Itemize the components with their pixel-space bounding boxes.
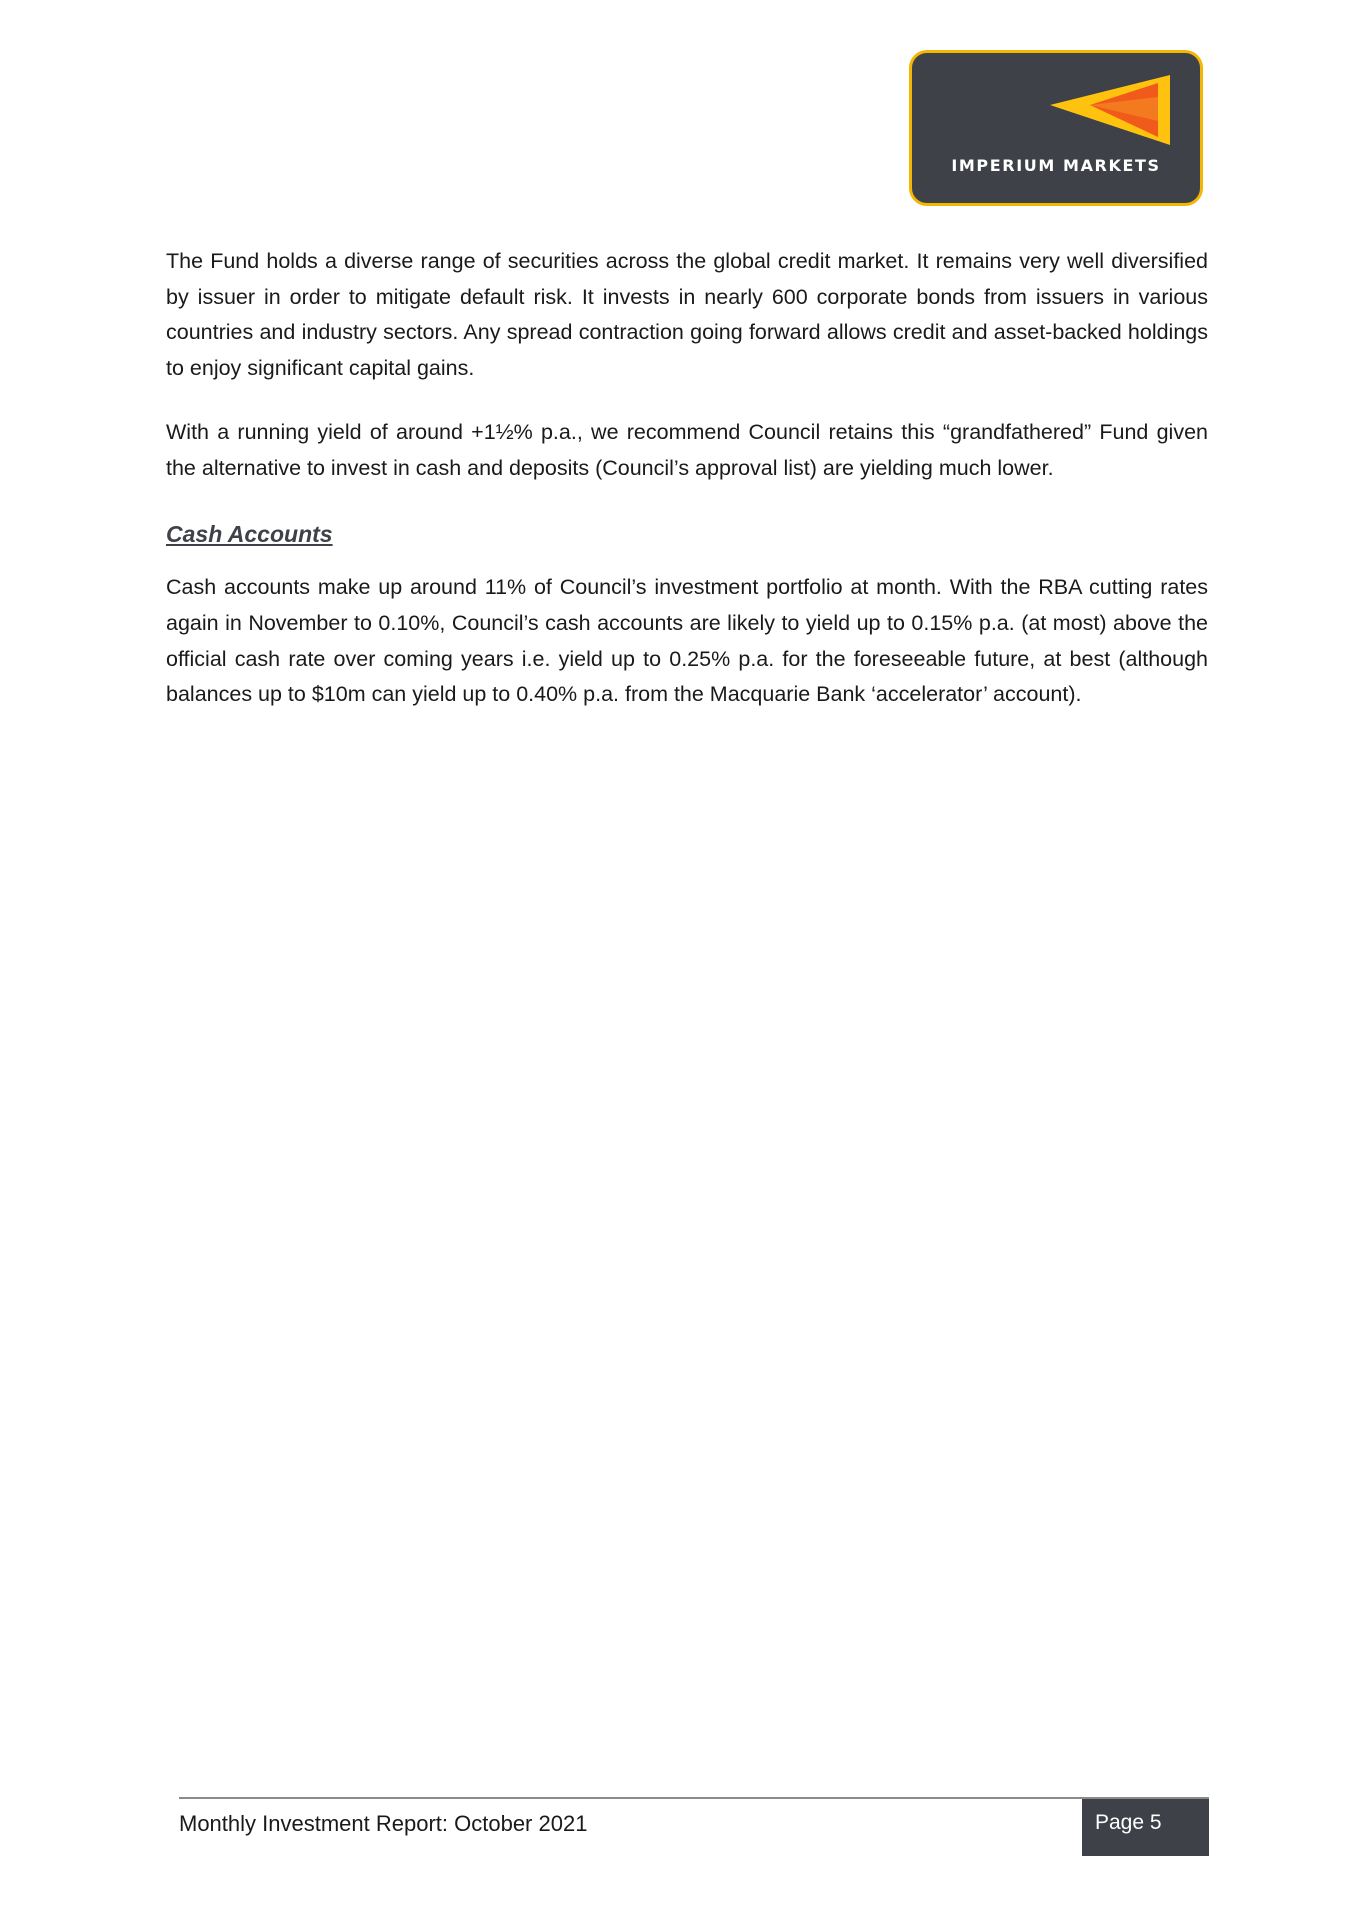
paragraph-fund-holdings: The Fund holds a diverse range of securities across the global credit market. It remains very well diversified by issuer in order to mitigate default risk. It invests in nearly 600 corporate bonds from issuers in various countries and industry sectors. Any spread contraction going forward allows credit and asset-backed holdings to enjoy significant capital gains.: [166, 249, 1208, 381]
imperium-markets-logo: [909, 50, 1203, 206]
page-footer: [179, 1797, 1209, 1856]
report-body: [166, 244, 1208, 741]
page-number: Page 5: [1095, 1811, 1162, 1834]
paragraph-running-yield: With a running yield of around +1½% p.a., we recommend Council retains this “grandfathered” Fund given the alternative to invest in cash and deposits (Council’s approval list) are yielding much lower.: [166, 419, 1208, 480]
footer-report-title: Monthly Investment Report: October 2021: [179, 1811, 588, 1836]
imperium-markets-logo-icon: [1050, 75, 1170, 150]
page-number-box: [1082, 1799, 1209, 1856]
section-heading-cash-accounts: Cash Accounts: [166, 521, 333, 548]
paragraph-cash-accounts: Cash accounts make up around 11% of Council’s investment portfolio at month. With the RBA cutting rates again in November to 0.10%, Council’s cash accounts are likely to yield up to 0.15% p.a. (at most) above the official cash rate over coming years i.e. yield up to 0.25% p.a. for the foreseeable future, at best (although balances up to $10m can yield up to 0.40% p.a. from the Macquarie Bank ‘accelerator’ account).: [166, 575, 1208, 707]
logo-wordmark: IMPERIUM MARKETS: [951, 156, 1161, 175]
